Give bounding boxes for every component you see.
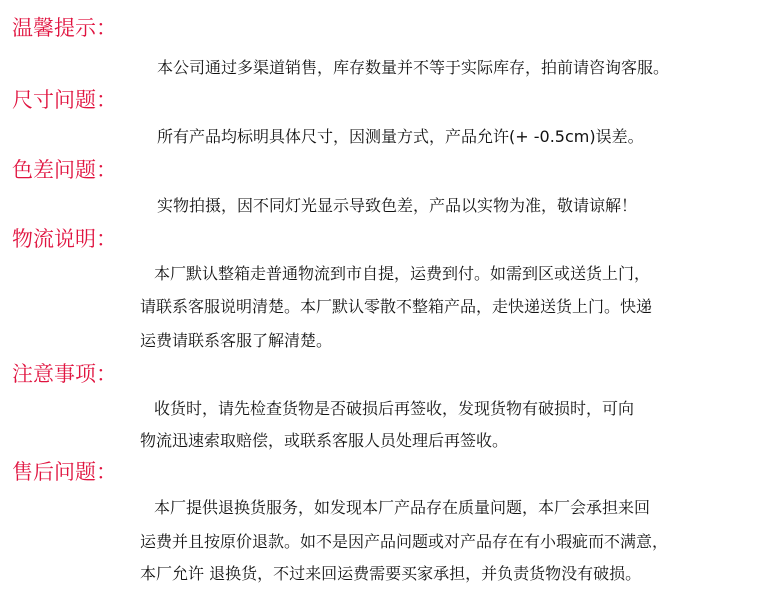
section-text-line: 本公司通过多渠道销售，库存数量并不等于实际库存，拍前请咨询客服。 <box>157 58 670 77</box>
section-text-line: 请联系客服说明清楚。本厂默认零散不整箱产品，走快递送货上门。快递 <box>140 297 653 316</box>
section-heading-notes: 注意事项： <box>12 362 117 386</box>
section-text-line: 本厂提供退换货服务，如发现本厂产品存在质量问题，本厂会承担来回 <box>154 498 651 517</box>
section-text-line: 运费并且按原价退款。如不是因产品问题或对产品存在有小瑕疵而不满意， <box>140 532 669 551</box>
section-text-line: 收货时，请先检查货物是否破损后再签收，发现货物有破损时，可向 <box>154 399 635 418</box>
section-heading-size: 尺寸问题： <box>12 88 117 112</box>
section-text-line: 本厂允许 退换货，不过来回运费需要买家承担，并负责货物没有破损。 <box>140 564 642 583</box>
section-heading-warm-tips: 温馨提示： <box>12 16 117 40</box>
section-heading-color-difference: 色差问题： <box>12 158 117 182</box>
section-text-line: 所有产品均标明具体尺寸，因测量方式，产品允许(+ -0.5cm)误差。 <box>157 127 644 146</box>
section-heading-logistics: 物流说明： <box>12 227 117 251</box>
section-text-line: 本厂默认整箱走普通物流到市自提，运费到付。如需到区或送货上门， <box>154 264 651 283</box>
section-text-line: 运费请联系客服了解清楚。 <box>140 331 333 350</box>
section-heading-after-sales: 售后问题： <box>12 460 117 484</box>
section-text-line: 物流迅速索取赔偿，或联系客服人员处理后再签收。 <box>140 431 509 450</box>
section-text-line: 实物拍摄，因不同灯光显示导致色差，产品以实物为准，敬请谅解！ <box>157 196 638 215</box>
